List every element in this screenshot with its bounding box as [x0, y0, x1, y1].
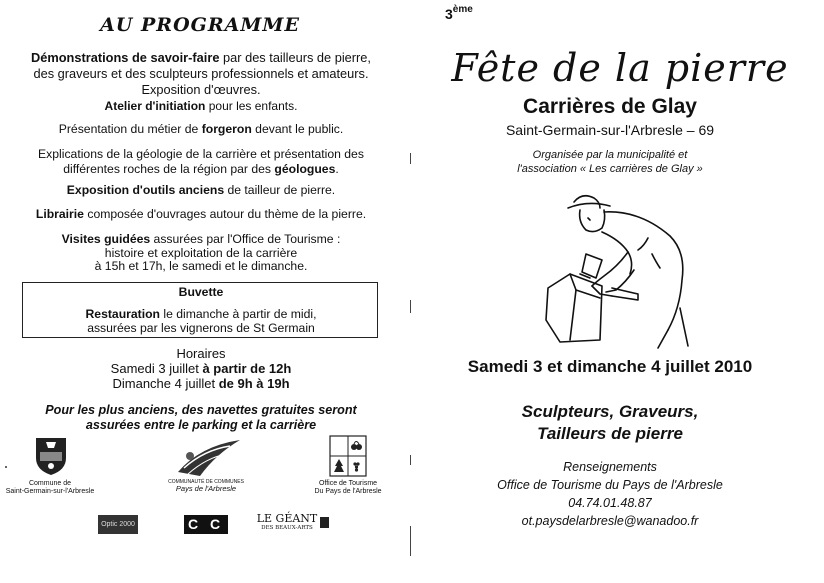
visites-l3: à 15h et 17h, le samedi et le dimanche.	[94, 259, 308, 273]
event-date: Samedi 3 et dimanche 4 juillet 2010	[467, 357, 753, 376]
edition-sup: ème	[452, 4, 473, 15]
fold-mark	[410, 526, 411, 556]
commune-caption-l1: Commune de	[28, 480, 72, 487]
navettes-l2: assurées entre le parking et la carrière	[85, 418, 317, 432]
outils-post: de tailleur de pierre.	[224, 183, 336, 197]
fold-mark	[410, 153, 411, 164]
atelier-text: pour les enfants.	[205, 99, 298, 113]
demos-paragraph	[20, 50, 382, 114]
geant-logo	[251, 513, 323, 532]
contact-email[interactable]: ot.paysdelarbresle@wanadoo.fr	[521, 514, 699, 528]
geant-l2: DES BEAUX-ARTS	[261, 525, 313, 531]
horaires-sat: Samedi 3 juillet	[110, 361, 203, 376]
visites-paragraph	[20, 233, 382, 274]
librairie-paragraph	[20, 207, 382, 222]
horaires-sun: Dimanche 4 juillet	[112, 376, 219, 391]
visites-l1: assurées par l'Office de Tourisme :	[150, 232, 341, 246]
forgeron-post: devant le public.	[251, 122, 344, 136]
outils-bold: Exposition d'outils anciens	[66, 183, 225, 197]
venue-name: Carrières de Glay	[523, 95, 697, 118]
librairie-bold: Librairie	[35, 207, 84, 221]
restauration-bold: Restauration	[85, 307, 160, 321]
horaires-sun-time: de 9h à 19h	[218, 376, 290, 391]
left-panel	[0, 0, 400, 583]
forgeron-bold: forgeron	[201, 122, 252, 136]
event-title: Fête de la pierre	[451, 46, 789, 90]
program-title: AU PROGRAMME	[100, 14, 300, 36]
metiers-l2: Tailleurs de pierre	[537, 424, 683, 443]
cc-caption-small: COMMUNAUTÉ DE COMMUNES	[168, 479, 244, 485]
visites-bold: Visites guidées	[61, 232, 151, 246]
restauration-paragraph	[20, 307, 382, 335]
geologie-pre: Explications de la géologie de la carrière et présentation des différentes roches de la région par des	[38, 147, 364, 176]
geant-l1: LE GÉANT	[256, 512, 318, 525]
cc-caption: Pays de l'Arbresle	[175, 484, 237, 493]
stonecutter-illustration	[530, 190, 700, 350]
librairie-post: composée d'ouvrages autour du thème de la pierre.	[83, 207, 367, 221]
navettes-notice	[20, 403, 382, 433]
restauration-l1: le dimanche à partir de midi,	[160, 307, 317, 321]
geant-mark	[320, 517, 329, 528]
horaires-sat-time: à partir de 12h	[202, 361, 292, 376]
buvette-title: Buvette	[178, 285, 224, 299]
fold-mark	[410, 455, 411, 465]
navettes-l1: Pour les plus anciens, des navettes gratuites seront	[45, 403, 357, 417]
cc-logo: C C	[184, 515, 228, 534]
forgeron-paragraph	[20, 122, 382, 137]
phone-number: 04.74.01.48.87	[568, 496, 652, 510]
forgeron-pre: Présentation du métier de	[58, 122, 202, 136]
demos-bold: Démonstrations de savoir-faire	[31, 50, 220, 65]
ot-caption-l2: Du Pays de l'Arbresle	[314, 488, 382, 495]
commune-shield-logo	[34, 436, 68, 476]
atelier-bold: Atelier d'initiation	[104, 99, 206, 113]
organizer-l1: Organisée par la municipalité et	[532, 149, 688, 161]
demos-text: par des tailleurs de pierre, des graveurs et des sculpteurs professionnels et amateurs. Exposition d'œuvres.	[33, 50, 371, 97]
ot-caption	[298, 480, 398, 496]
ot-caption-l1: Office de Tourisme	[318, 480, 378, 487]
edition-number	[445, 6, 473, 22]
renseignements-title: Renseignements	[563, 460, 657, 474]
outils-paragraph	[20, 183, 382, 198]
organizer-text	[430, 148, 790, 176]
venue-commune: Saint-Germain-sur-l'Arbresle – 69	[505, 122, 715, 138]
office-tourisme-logo	[329, 435, 367, 477]
visites-l2: histoire et exploitation de la carrière	[104, 245, 298, 260]
metiers-l1: Sculpteurs, Graveurs,	[521, 402, 699, 421]
horaires-block	[20, 346, 382, 391]
fold-mark	[410, 300, 411, 313]
optic-logo: Optic 2000	[98, 515, 138, 534]
organizer-l2: l'association « Les carrières de Glay »	[517, 163, 703, 175]
geologie-post: .	[335, 161, 339, 176]
metiers-text	[430, 401, 790, 445]
commune-caption	[0, 480, 100, 496]
edition-num: 3	[445, 6, 453, 22]
commune-caption-l2: Saint-Germain-sur-l'Arbresle	[5, 488, 95, 495]
cc-arbresle-logo	[170, 436, 244, 480]
geologie-bold: géologues	[274, 161, 336, 176]
scan-dot	[5, 466, 7, 468]
restauration-l2: assurées par les vignerons de St Germain	[87, 321, 315, 335]
geologie-paragraph	[36, 147, 366, 176]
office-name: Office de Tourisme du Pays de l'Arbresle	[497, 478, 723, 492]
horaires-title: Horaires	[176, 346, 226, 361]
